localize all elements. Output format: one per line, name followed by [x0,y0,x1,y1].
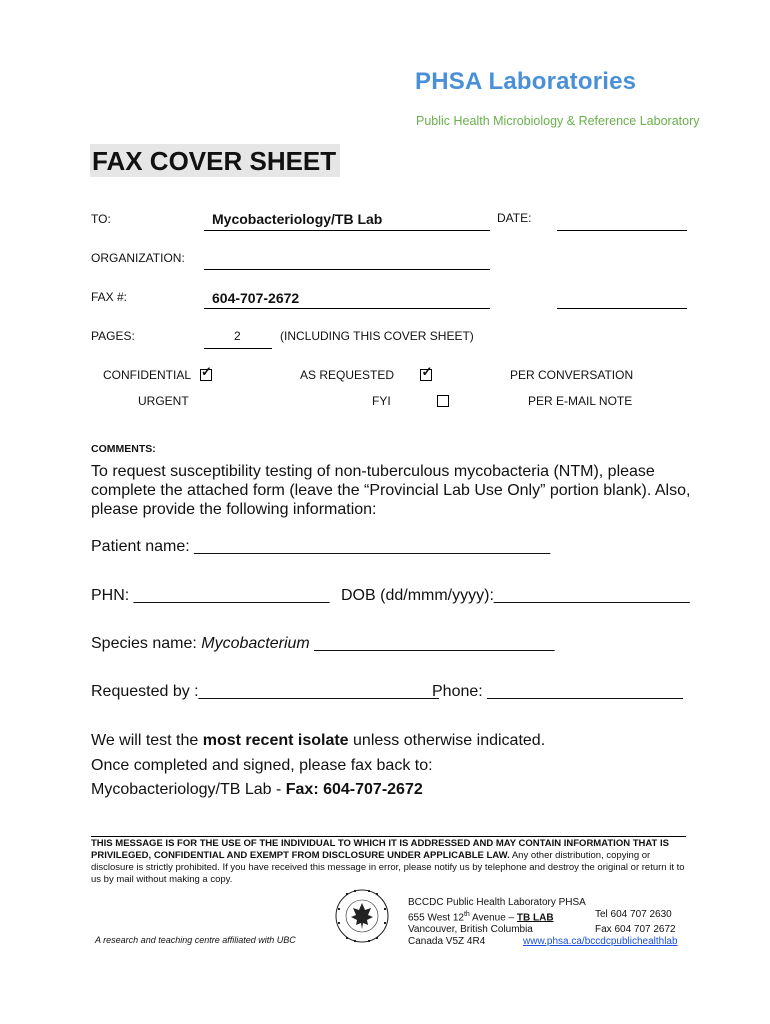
pages-value: 2 [234,329,241,343]
organization-field-line[interactable] [204,269,490,270]
requested-by-field[interactable]: Requested by :___________________________ [91,683,439,700]
pages-note: (INCLUDING THIS COVER SHEET) [280,329,474,343]
fax-back-instruction: Once completed and signed, please fax back to: [91,757,433,774]
check-mark-icon: ✓ [201,364,212,379]
confidential-checkbox[interactable] [200,364,212,381]
species-field[interactable] [91,635,554,653]
fax-value: 604-707-2672 [212,290,300,306]
address-country: Canada V5Z 4R4 [408,936,486,948]
disclaimer-text: Any other distribution, copying or disclosure is strictly prohibited. If you have received this message in error, please notify us by telephone and destroy the original or return it to us by mail without making a copy. [91,850,685,885]
per-conversation-label: PER CONVERSATION [510,368,634,382]
fax-field-line[interactable] [204,308,490,309]
address-street: 655 West 12 [408,912,464,924]
comments-intro-line: please provide the following information: [91,501,377,518]
dob-field[interactable]: DOB (dd/mmm/yyyy):______________________ [341,587,690,604]
footer-fax: Fax 604 707 2672 [595,924,676,936]
pages-label: PAGES: [91,329,135,343]
brand-title: PHSA Laboratories [415,68,637,95]
check-mark-icon: ✓ [421,364,433,379]
test-text: unless otherwise indicated. [348,732,546,749]
date-label: DATE: [497,211,532,225]
urgent-label: URGENT [138,394,189,408]
per-email-note-label: PER E-MAIL NOTE [528,394,633,408]
disclaimer-bold: THIS MESSAGE IS FOR THE USE OF THE INDIVIDUAL TO WHICH IT IS ADDRESSED AND MAY CONTAIN INFORMATION THAT IS PRIVILEGED, CONFIDENTIAL AND EXEMPT FROM DISCLOSURE UNDER APPLICABLE LAW. [91,838,669,861]
species-label: Species name: [91,635,202,652]
footer-website-link[interactable]: www.phsa.ca/bccdcpublichealthlab [523,936,678,948]
test-bold-text: most recent isolate [202,732,349,749]
document-title: FAX COVER SHEET [90,144,340,177]
fyi-label: FYI [372,394,391,408]
footer-tel: Tel 604 707 2630 [595,909,672,920]
test-statement [91,732,545,750]
to-value: Mycobacteriology/TB Lab [212,211,383,227]
phn-field[interactable]: PHN: ______________________ [91,587,330,604]
date-field-line[interactable] [557,230,687,231]
extra-field-line[interactable] [557,308,687,309]
fax-label: FAX #: [91,290,128,304]
test-text: We will test the [91,732,203,749]
fax-back-number: Fax: 604-707-2672 [285,781,423,798]
address-line [408,909,688,924]
species-genus: Mycobacterium [201,635,310,652]
comments-intro-line: complete the attached form (leave the “Provincial Lab Use Only” portion blank). Also, [91,482,691,499]
pages-field-line[interactable] [204,348,272,349]
brand-subtitle: Public Health Microbiology & Reference Laboratory [416,114,700,128]
as-requested-label: AS REQUESTED [300,368,395,382]
organization-label: ORGANIZATION: [91,251,185,265]
confidentiality-disclaimer [91,836,686,886]
address-street: Avenue – [469,912,517,924]
confidential-label: CONFIDENTIAL [103,368,192,382]
address-line [408,936,688,948]
address-tb-lab: TB LAB [516,912,554,924]
comments-label: COMMENTS: [91,443,156,455]
address-street-suffix: th [463,911,470,918]
to-label: TO: [91,212,111,226]
ubc-affiliation: A research and teaching centre affiliated with UBC [95,935,296,945]
to-field-line[interactable] [204,230,490,231]
patient-name-field[interactable]: Patient name: ________________________________________ [91,538,551,555]
phone-field[interactable]: Phone: ______________________ [432,683,683,700]
footer-address [408,897,688,948]
comments-intro [91,462,731,519]
address-city: Vancouver, British Columbia [408,924,533,936]
fax-back-lab: Mycobacteriology/TB Lab - [91,781,286,798]
species-blank: ___________________________ [309,635,555,652]
address-line: BCCDC Public Health Laboratory PHSA [408,897,586,908]
address-line [408,924,688,936]
fyi-checkbox[interactable] [437,395,449,407]
fax-back-line [91,781,423,799]
accreditation-seal-icon [334,888,390,944]
as-requested-checkbox[interactable] [420,364,433,381]
comments-intro-line: To request susceptibility testing of non-tuberculous mycobacteria (NTM), please [91,463,655,480]
